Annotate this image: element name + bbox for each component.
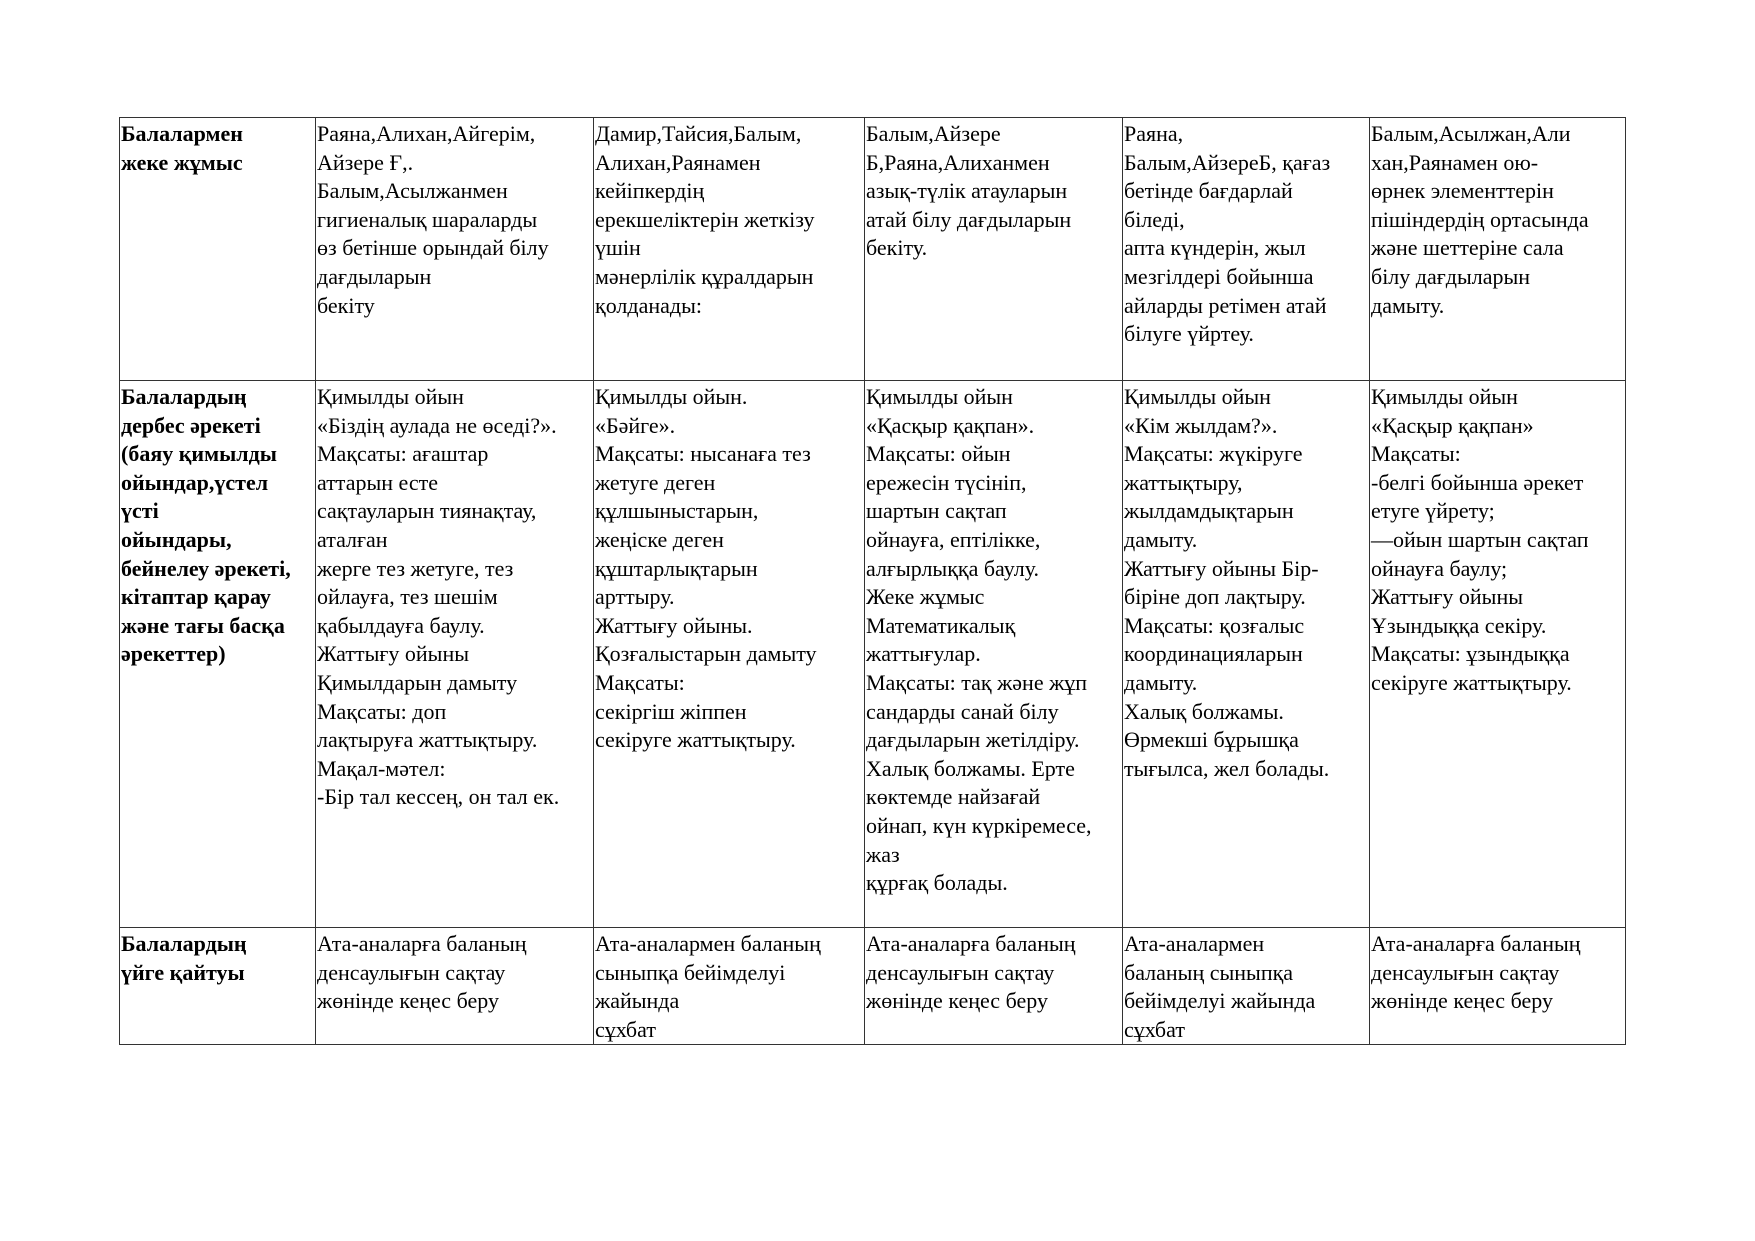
cell-text-line: мезгілдері бойынша — [1124, 263, 1314, 289]
cell-text-line: Мақсаты: ұзындыққа — [1371, 641, 1570, 667]
cell-text-line: —ойын шартын сақтап — [1371, 526, 1589, 552]
cell-text-line: Балым,Асылжан,Али — [1371, 121, 1571, 146]
cell-text-line: Б,Раяна,Алиханмен — [866, 149, 1050, 175]
cell-text-line: ойындары, — [121, 526, 232, 552]
cell-text-line: жөнінде кеңес беру — [1371, 988, 1553, 1014]
cell-text-line: білуге үйртеу. — [1124, 321, 1254, 347]
cell-text-line: жетуге деген — [595, 469, 716, 495]
cell-text-line: -Бір тал кессең, он тал ек. — [317, 784, 560, 810]
cell-text-line: секіруге жаттықтыру. — [1371, 669, 1572, 695]
cell-text-line: арттыру. — [595, 584, 675, 610]
cell-text-line: Жаттығу ойыны. — [595, 612, 753, 638]
cell-text-line: Ата-аналарға баланың — [866, 931, 1076, 956]
cell-text-line: Мақсаты: тақ және жұп — [866, 669, 1088, 695]
cell-text-line: лақтыруға жаттықтыру. — [317, 727, 538, 753]
cell-text-line: денсаулығын сақтау — [317, 959, 506, 985]
cell-text-line: жерге тез жетуге, тез — [317, 555, 514, 581]
cell-text-line: Қимылды ойын — [1124, 384, 1271, 409]
cell-text-line: жеңіске деген — [595, 526, 724, 552]
cell-text-line: Мақсаты: — [595, 669, 685, 695]
cell-text-line: ойындар,үстел — [121, 469, 269, 495]
cell-text-line: дағдыларын — [317, 263, 432, 289]
cell-text-line: «Қасқыр қақпан». — [866, 412, 1035, 438]
cell-text-line: Мақал-мәтел: — [317, 755, 446, 781]
cell-text-line: әрекеттер) — [121, 641, 226, 667]
cell-text-line: жеке жұмыс — [121, 149, 243, 175]
row-header-cell — [120, 928, 316, 1045]
cell-text-line: қолданады: — [595, 292, 702, 318]
cell-text-line: денсаулығын сақтау — [1371, 959, 1560, 985]
cell-text-line: Ата-аналарға баланың — [1371, 931, 1581, 956]
cell-text-line: Мақсаты: — [1371, 441, 1461, 467]
row-header-cell — [120, 381, 316, 928]
cell-text-line: «Біздің аулада не өседі?». — [317, 412, 557, 438]
cell-text-line: Ата-аналармен баланың — [595, 931, 821, 956]
cell-text-line: құштарлықтарын — [595, 555, 758, 581]
cell-text-line: жөнінде кеңес беру — [317, 988, 499, 1014]
cell-text-line: Қозғалыстарын дамыту — [595, 641, 817, 667]
cell-text-line: Халық болжамы. Ерте — [866, 755, 1075, 781]
table-cell — [865, 118, 1123, 381]
cell-text-line: Қимылды ойын — [866, 384, 1013, 409]
cell-text-line: құлшыныстарын, — [595, 498, 759, 524]
cell-text-line: бекіту — [317, 292, 375, 318]
cell-text-line: Айзере Ғ,. — [317, 149, 414, 175]
cell-text-line: Жаттығу ойыны — [317, 641, 470, 667]
cell-text-line: мәнерлілік құралдарын — [595, 263, 814, 289]
cell-text-line: Мақсаты: доп — [317, 698, 447, 724]
cell-text-line: Балалардың — [121, 384, 247, 409]
cell-text-line: бейнелеу әрекеті, — [121, 555, 291, 581]
cell-text-line: дамыту. — [1124, 526, 1198, 552]
cell-text-line: жаз — [866, 841, 900, 867]
cell-text-line: айларды ретімен атай — [1124, 292, 1327, 318]
table-cell — [865, 381, 1123, 928]
cell-text-line: етуге үйрету; — [1371, 498, 1495, 524]
cell-text-line: дағдыларын жетілдіру. — [866, 727, 1080, 753]
table-cell — [316, 118, 594, 381]
cell-text-line: секіргіш жіппен — [595, 698, 747, 724]
cell-text-line: кейіпкердің — [595, 178, 705, 204]
cell-text-line: біріне доп лақтыру. — [1124, 584, 1306, 610]
table-row — [120, 928, 1626, 1045]
table-row — [120, 381, 1626, 928]
cell-text-line: жаттықтыру, — [1124, 469, 1243, 495]
cell-text-line: Балалармен — [121, 121, 243, 146]
cell-text-line: аттарын есте — [317, 469, 438, 495]
cell-text-line: Математикалық — [866, 612, 1016, 638]
cell-text-line: хан,Раянамен ою- — [1371, 149, 1539, 175]
cell-text-line: біледі, — [1124, 206, 1185, 232]
table-cell — [594, 928, 865, 1045]
cell-text-line: ойлауға, тез шешім — [317, 584, 498, 610]
cell-text-line: сандарды санай білу — [866, 698, 1059, 724]
cell-text-line: және тағы басқа — [121, 612, 285, 638]
cell-text-line: секіруге жаттықтыру. — [595, 727, 796, 753]
cell-text-line: Ұзындыққа секіру. — [1371, 612, 1547, 638]
cell-text-line: Ата-аналармен — [1124, 931, 1265, 956]
schedule-table — [119, 117, 1626, 1045]
cell-text-line: дамыту. — [1124, 669, 1198, 695]
cell-text-line: ойнап, күн күркіремесе, — [866, 812, 1092, 838]
cell-text-line: Мақсаты: жүкіруге — [1124, 441, 1303, 467]
cell-text-line: көктемде найзағай — [866, 784, 1041, 810]
cell-text-line: өз бетінше орындай білу — [317, 235, 549, 261]
row-header-cell — [120, 118, 316, 381]
cell-text-line: ойнауға баулу; — [1371, 555, 1508, 581]
table-cell — [1123, 118, 1370, 381]
cell-text-line: «Кім жылдам?». — [1124, 412, 1278, 438]
cell-text-line: ойнауға, ептілікке, — [866, 526, 1041, 552]
cell-text-line: үшін — [595, 235, 641, 261]
cell-text-line: баланың сыныпқа — [1124, 959, 1294, 985]
cell-text-line: Жаттығу ойыны Бір- — [1124, 555, 1319, 581]
cell-text-line: сыныпқа бейімделуі — [595, 959, 786, 985]
cell-text-line: (баяу қимылды — [121, 441, 277, 467]
cell-text-line: жылдамдықтарын — [1124, 498, 1294, 524]
cell-text-line: Алихан,Раянамен — [595, 149, 761, 175]
cell-text-line: -белгі бойынша әрекет — [1371, 469, 1584, 495]
cell-text-line: Мақсаты: ойын — [866, 441, 1011, 467]
cell-text-line: үсті — [121, 498, 159, 524]
cell-text-line: Балым,АйзереБ, қағаз — [1124, 149, 1331, 175]
cell-text-line: дербес әрекеті — [121, 412, 261, 438]
table-cell — [594, 118, 865, 381]
cell-text-line: өрнек элементтерін — [1371, 178, 1554, 204]
cell-text-line: кітаптар қарау — [121, 584, 271, 610]
cell-text-line: тығылса, жел болады. — [1124, 755, 1330, 781]
cell-text-line: Қимылды ойын. — [595, 384, 748, 409]
cell-text-line: гигиеналық шараларды — [317, 206, 538, 232]
cell-text-line: Қимылды ойын — [1371, 384, 1518, 409]
cell-text-line: ережесін түсініп, — [866, 469, 1027, 495]
cell-text-line: дамыту. — [1371, 292, 1445, 318]
table-cell — [1123, 381, 1370, 928]
table-cell — [1123, 928, 1370, 1045]
cell-text-line: Балым,Айзере — [866, 121, 1001, 146]
cell-text-line: сұхбат — [595, 1016, 656, 1042]
table-cell — [1370, 381, 1626, 928]
cell-text-line: Мақсаты: нысанаға тез — [595, 441, 811, 467]
cell-text-line: Қимылды ойын — [317, 384, 464, 409]
cell-text-line: азық-түлік атауларын — [866, 178, 1068, 204]
table-cell — [316, 928, 594, 1045]
cell-text-line: бейімделуі жайында — [1124, 988, 1316, 1014]
cell-text-line: координацияларын — [1124, 641, 1303, 667]
cell-text-line: атай білу дағдыларын — [866, 206, 1072, 232]
cell-text-line: пішіндердің ортасында — [1371, 206, 1589, 232]
cell-text-line: Халық болжамы. — [1124, 698, 1284, 724]
table-cell — [316, 381, 594, 928]
cell-text-line: «Қасқыр қақпан» — [1371, 412, 1534, 438]
cell-text-line: апта күндерін, жыл — [1124, 235, 1306, 261]
cell-text-line: Мақсаты: ағаштар — [317, 441, 489, 467]
schedule-table-body — [120, 118, 1626, 1045]
cell-text-line: сақтауларын тиянақтау, — [317, 498, 537, 524]
cell-text-line: сұхбат — [1124, 1016, 1185, 1042]
cell-text-line: аталған — [317, 526, 388, 552]
cell-text-line: Ата-аналарға баланың — [317, 931, 527, 956]
table-cell — [865, 928, 1123, 1045]
cell-text-line: бекіту. — [866, 235, 928, 261]
cell-text-line: Өрмекші бұрышқа — [1124, 727, 1299, 753]
cell-text-line: Жеке жұмыс — [866, 584, 985, 610]
table-cell — [1370, 928, 1626, 1045]
cell-text-line: Балалардың — [121, 931, 247, 956]
cell-text-line: құрғақ болады. — [866, 870, 1008, 896]
cell-text-line: жаттығулар. — [866, 641, 981, 667]
cell-text-line: жөнінде кеңес беру — [866, 988, 1048, 1014]
cell-text-line: Жаттығу ойыны — [1371, 584, 1524, 610]
cell-text-line: шартын сақтап — [866, 498, 1007, 524]
cell-text-line: жайында — [595, 988, 680, 1014]
cell-text-line: Балым,Асылжанмен — [317, 178, 508, 204]
cell-text-line: ерекшеліктерін жеткізу — [595, 206, 815, 232]
cell-text-line: үйге қайтуы — [121, 959, 245, 985]
cell-text-line: денсаулығын сақтау — [866, 959, 1055, 985]
cell-text-line: Раяна, — [1124, 121, 1184, 146]
cell-text-line: және шеттеріне сала — [1371, 235, 1564, 261]
cell-text-line: бетінде бағдарлай — [1124, 178, 1293, 204]
cell-text-line: қабылдауға баулу. — [317, 612, 485, 638]
table-cell — [594, 381, 865, 928]
cell-text-line: «Бәйге». — [595, 412, 676, 438]
table-cell — [1370, 118, 1626, 381]
cell-text-line: Қимылдарын дамыту — [317, 669, 518, 695]
cell-text-line: Мақсаты: қозғалыс — [1124, 612, 1305, 638]
cell-text-line: алғырлыққа баулу. — [866, 555, 1040, 581]
cell-text-line: Раяна,Алихан,Айгерім, — [317, 121, 536, 146]
cell-text-line: білу дағдыларын — [1371, 263, 1531, 289]
table-row — [120, 118, 1626, 381]
cell-text-line: Дамир,Тайсия,Балым, — [595, 121, 802, 146]
